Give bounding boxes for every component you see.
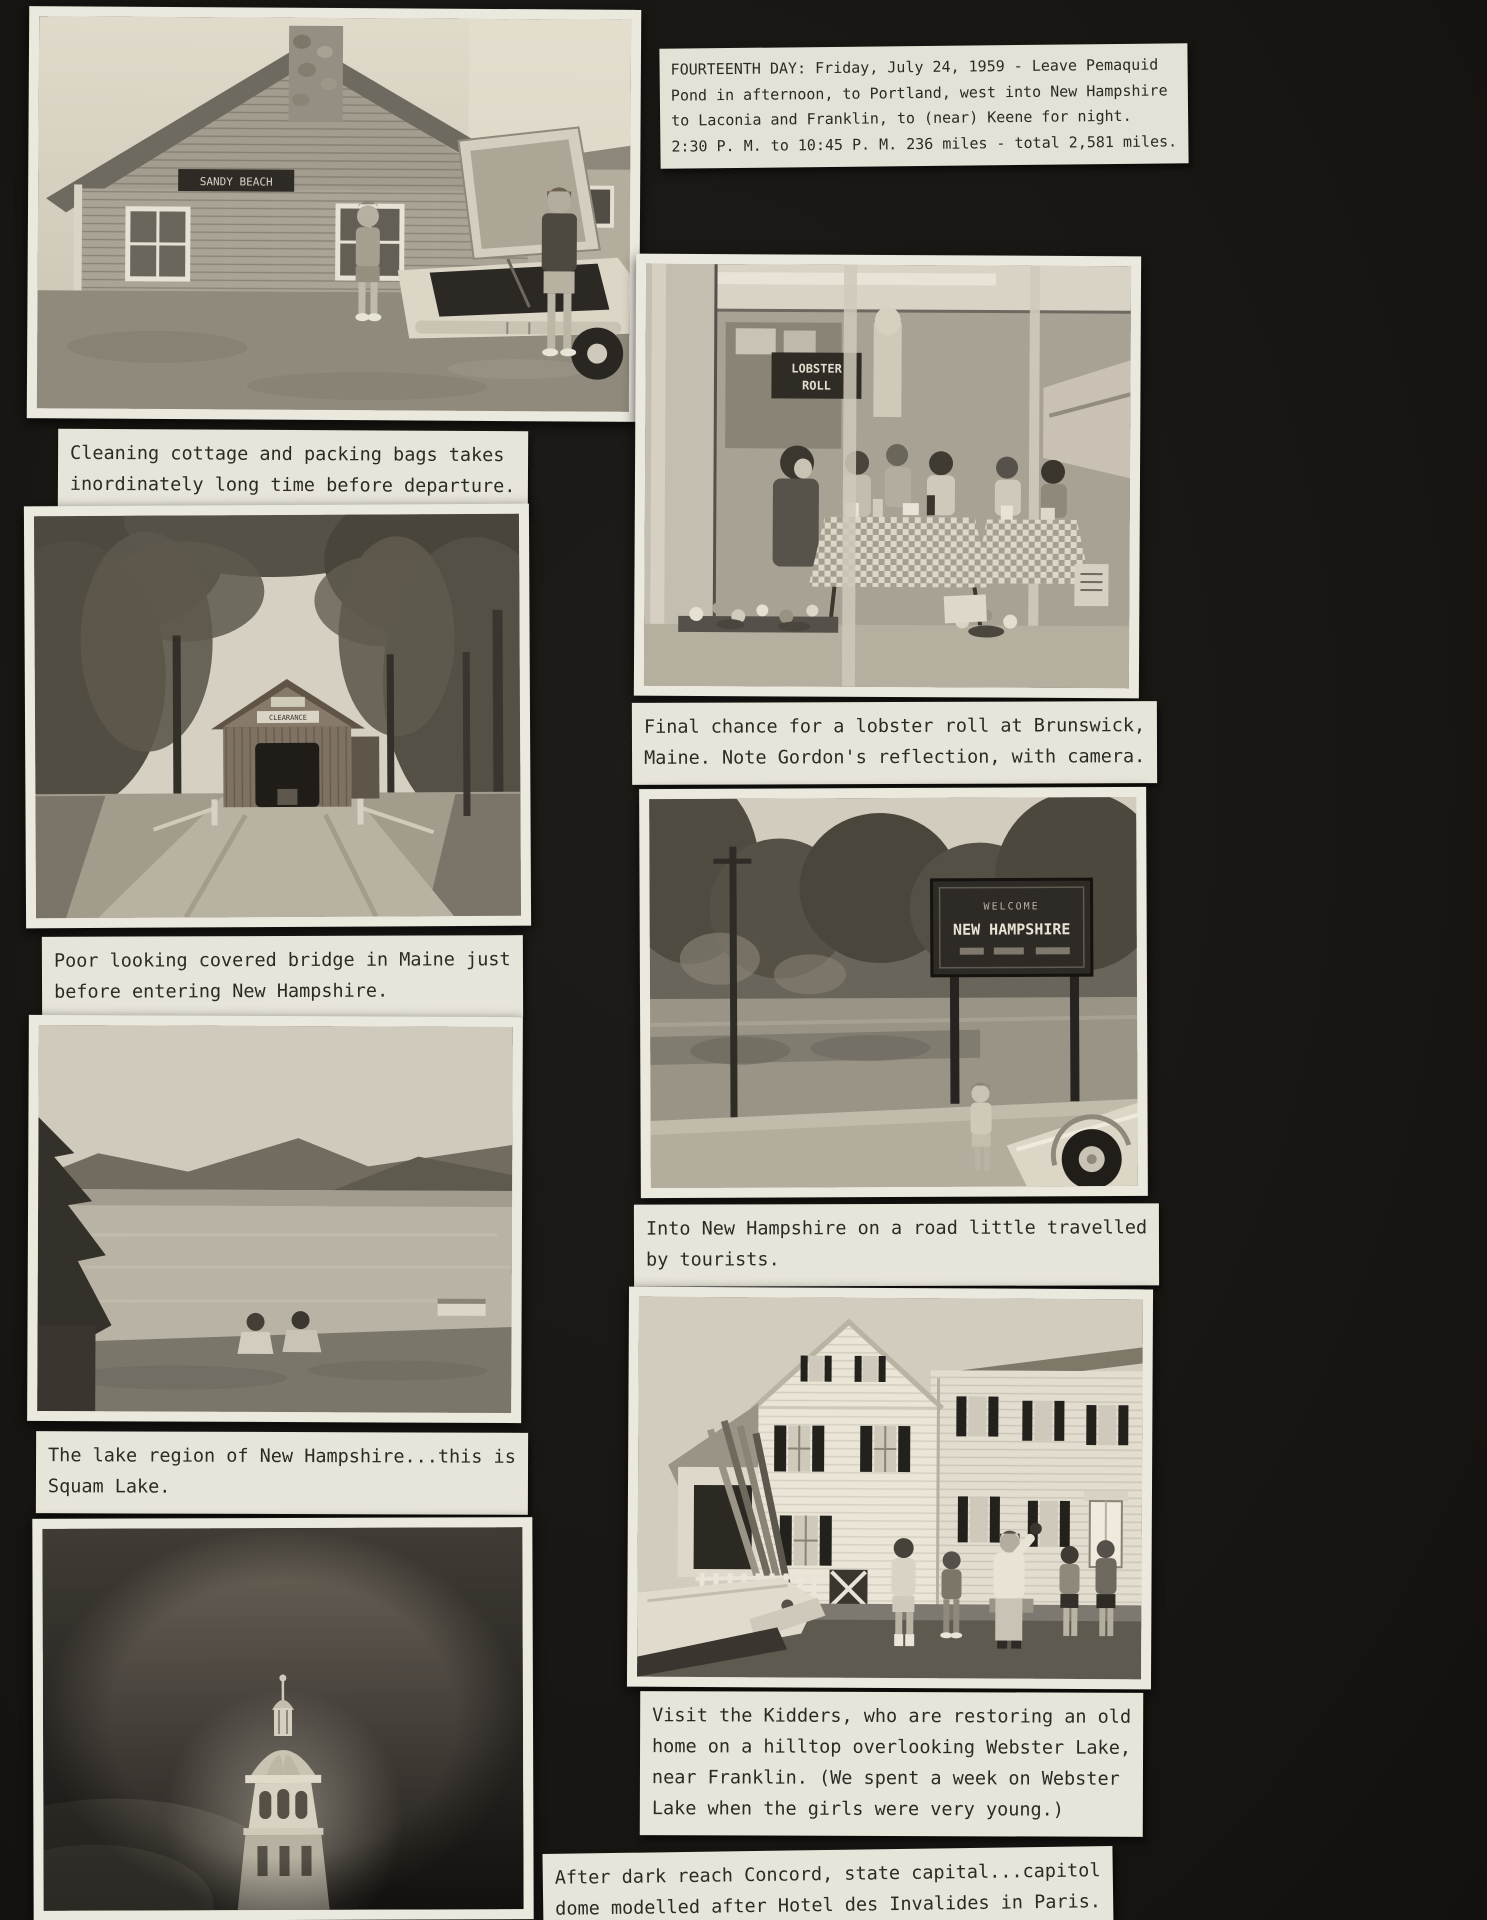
window-mullion xyxy=(842,265,857,687)
photo-nh-sign xyxy=(639,787,1148,1198)
covered-bridge-illustration xyxy=(34,514,521,919)
lobster-diner-illustration xyxy=(644,264,1131,689)
caption-nh-sign: Into New Hampshire on a road little travelled by tourists. xyxy=(634,1203,1159,1286)
caption-squam-lake: The lake region of New Hampshire...this is Squam Lake. xyxy=(36,1431,528,1515)
photo-capitol-dome-image xyxy=(42,1527,523,1911)
cottage-sign xyxy=(178,169,294,192)
journal-header: FOURTEENTH DAY: Friday, July 24, 1959 - Leave Pemaquid Pond in afternoon, to Portland, west into New Hampshire to Laconia and Franklin, to (near) Keene for night. 2:30 P. M. to 10:45 P. M. 236 miles - total 2,581 miles. xyxy=(659,43,1188,169)
caption-cottage: Cleaning cottage and packing bags takes inordinately long time before departure. xyxy=(58,429,528,513)
caption-covered-bridge: Poor looking covered bridge in Maine just before entering New Hampshire. xyxy=(42,935,523,1019)
bridge-sign-text: CLEARANCE xyxy=(269,713,307,723)
caption-lobster-diner: Final chance for a lobster roll at Brunswick, Maine. Note Gordon's reflection, with camera. xyxy=(632,701,1158,785)
photo-cottage xyxy=(27,6,642,422)
caption-kidders-house: Visit the Kidders, who are restoring an old home on a hilltop overlooking Webster Lake, near Franklin. (We spent a week on Webster Lake when the girls were very young.) xyxy=(640,1691,1143,1837)
bridge-sign xyxy=(257,711,319,723)
cottage-sign-text: SANDY BEACH xyxy=(199,175,273,189)
photo-nh-sign-image xyxy=(649,797,1138,1188)
lake-illustration xyxy=(37,1025,513,1413)
cottage-illustration xyxy=(37,16,631,412)
photo-lobster-diner xyxy=(634,254,1141,699)
dome-illustration xyxy=(42,1527,523,1911)
photo-kidders-house xyxy=(627,1287,1153,1690)
shore-building xyxy=(438,1299,486,1316)
photo-capitol-dome xyxy=(32,1517,533,1920)
photo-lobster-diner-image xyxy=(644,264,1131,689)
lobster-sign-line1: LOBSTER xyxy=(791,361,842,376)
nh-sign-line2: NEW HAMPSHIRE xyxy=(952,920,1071,939)
downspout xyxy=(937,1378,938,1608)
nh-sign-line1: WELCOME xyxy=(983,901,1040,913)
kidders-house-illustration xyxy=(637,1297,1143,1680)
photo-cottage-image xyxy=(37,16,631,412)
caption-concord: After dark reach Concord, state capital...capitol dome modelled after Hotel des Invalides in Paris. xyxy=(542,1846,1113,1920)
nh-sign-illustration xyxy=(649,797,1138,1188)
photo-covered-bridge xyxy=(24,504,531,929)
gable-window-lower xyxy=(780,1515,832,1565)
photo-squam-lake-image xyxy=(37,1025,513,1413)
utility-pole xyxy=(463,652,471,816)
photo-covered-bridge-image xyxy=(34,514,521,919)
photo-squam-lake xyxy=(27,1015,523,1423)
photo-kidders-house-image xyxy=(637,1297,1143,1680)
lobster-sign-line2: ROLL xyxy=(801,378,831,393)
